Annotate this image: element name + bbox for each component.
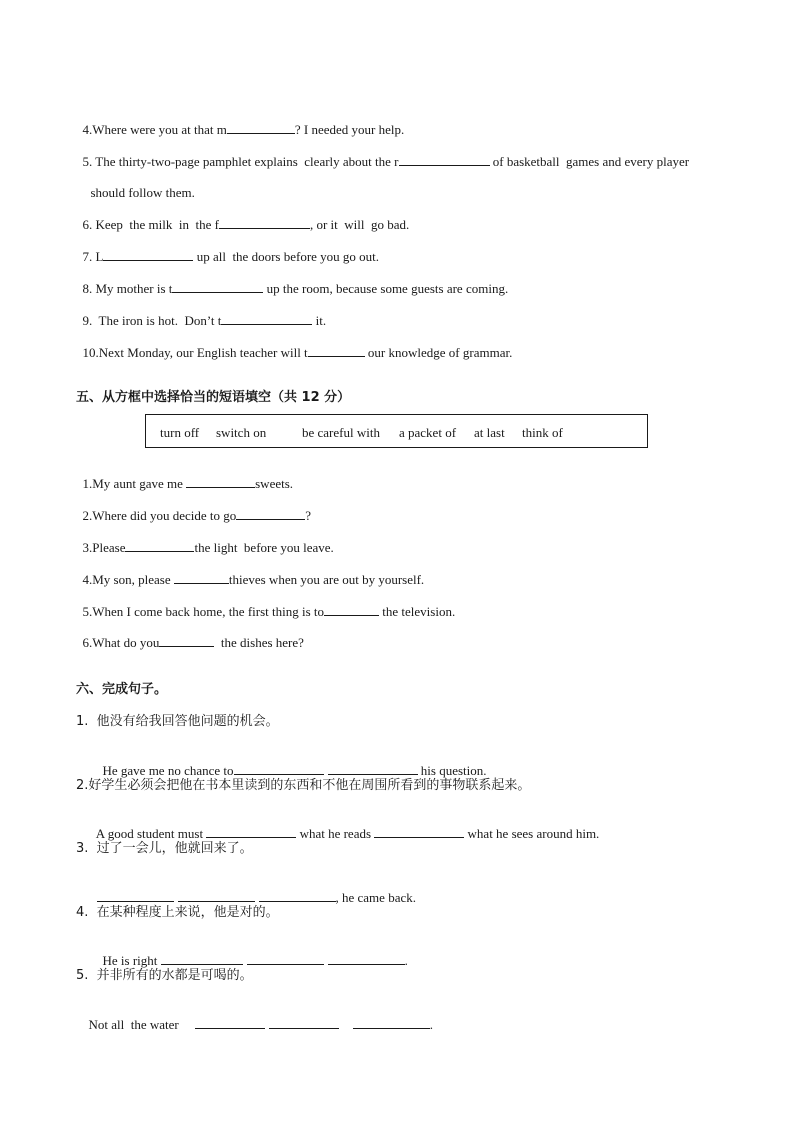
- answer-blank[interactable]: [259, 889, 336, 902]
- item-text: should follow them.: [90, 185, 195, 200]
- item-text: 8. My mother is t: [82, 281, 173, 296]
- s5-item-4: [76, 555, 424, 588]
- phrase-box: [145, 414, 648, 448]
- s6-q3-english: [90, 873, 416, 906]
- answer-blank[interactable]: [328, 952, 405, 965]
- section-5-title: 五、从方框中选择恰当的短语填空（共 12 分）: [76, 390, 351, 405]
- s4-item-8: [76, 264, 508, 297]
- s6-q5-english: [82, 1000, 433, 1033]
- s6-q3-chinese: 3. 过了一会儿，他就回来了。: [76, 841, 253, 856]
- item-text: what he sees around him.: [464, 826, 600, 841]
- phrase-option: a packet of: [399, 425, 457, 440]
- item-text: 6. Keep the milk in the f: [82, 217, 219, 232]
- answer-blank[interactable]: [159, 634, 214, 647]
- phrase-option: switch on: [216, 425, 267, 440]
- item-text: up the room, because some guests are coming.: [263, 281, 509, 296]
- item-text: 1.My aunt gave me: [82, 476, 187, 491]
- answer-blank[interactable]: [125, 539, 194, 552]
- answer-blank[interactable]: [186, 475, 255, 488]
- item-text: .: [429, 1017, 433, 1032]
- item-text: ?: [305, 508, 312, 523]
- item-text: .: [404, 953, 408, 968]
- item-text: , he came back.: [335, 890, 416, 905]
- item-text: up all the doors before you go out.: [193, 249, 380, 264]
- item-text: He gave me no chance to: [102, 763, 234, 778]
- answer-blank[interactable]: [234, 762, 324, 775]
- s5-item-1: [76, 459, 293, 492]
- item-text: 7. L: [82, 249, 104, 264]
- answer-blank[interactable]: [374, 825, 464, 838]
- s6-q1-english: [96, 746, 487, 779]
- item-text: 4.Where were you at that m: [82, 122, 227, 137]
- phrase-option: think of: [522, 425, 563, 440]
- phrase-option: at last: [474, 425, 505, 440]
- answer-blank[interactable]: [178, 889, 255, 902]
- item-text: the dishes here?: [214, 635, 304, 650]
- s4-item-5: [76, 137, 689, 170]
- item-text: 2.Where did you decide to go: [82, 508, 237, 523]
- answer-blank[interactable]: [399, 153, 490, 166]
- item-text: of basketball games and every player: [489, 154, 690, 169]
- item-text: thieves when you are out by yourself.: [228, 572, 425, 587]
- phrase-option: be careful with: [302, 425, 380, 440]
- answer-blank[interactable]: [103, 248, 193, 261]
- answer-blank[interactable]: [328, 762, 418, 775]
- s5-item-6: [76, 618, 304, 651]
- s4-item-5-cont: [84, 169, 195, 201]
- s5-item-2: [76, 491, 311, 524]
- s5-item-5: [76, 587, 455, 620]
- answer-blank[interactable]: [174, 571, 229, 584]
- s6-q1-chinese: 1. 他没有给我回答他问题的机会。: [76, 714, 279, 729]
- item-text: A good student must: [95, 826, 207, 841]
- s4-item-4: [76, 105, 404, 138]
- s5-item-3: [76, 523, 334, 556]
- s4-item-6: [76, 200, 409, 233]
- item-text: sweets.: [255, 476, 294, 491]
- s4-item-10: [76, 328, 512, 361]
- item-text: 6.What do you: [82, 635, 160, 650]
- item-text: , or it will go bad.: [309, 217, 410, 232]
- answer-blank[interactable]: [97, 889, 174, 902]
- answer-blank[interactable]: [221, 312, 312, 325]
- section-6-title: 六、完成句子。: [76, 682, 168, 697]
- s4-item-9: [76, 296, 326, 329]
- s4-item-7: [76, 232, 379, 265]
- item-text: 3.Please: [82, 540, 126, 555]
- s6-q2-english: [90, 809, 599, 842]
- item-text: 10.Next Monday, our English teacher will t: [82, 345, 308, 360]
- item-text: the television.: [379, 604, 456, 619]
- item-text: Not all the water: [88, 1017, 179, 1032]
- answer-blank[interactable]: [236, 507, 305, 520]
- item-text: our knowledge of grammar.: [364, 345, 513, 360]
- answer-blank[interactable]: [195, 1016, 265, 1029]
- item-text: what he reads: [296, 826, 375, 841]
- item-text: 5. The thirty-two-page pamphlet explains clearly about the r: [82, 154, 399, 169]
- answer-blank[interactable]: [324, 603, 379, 616]
- answer-blank[interactable]: [269, 1016, 339, 1029]
- answer-blank[interactable]: [227, 121, 295, 134]
- item-text: the light before you leave.: [194, 540, 334, 555]
- answer-blank[interactable]: [172, 280, 263, 293]
- s6-q2-chinese: 2.好学生必须会把他在书本里读到的东西和不他在周围所看到的事物联系起来。: [76, 778, 531, 793]
- s6-q5-chinese: 5. 并非所有的水都是可喝的。: [76, 968, 253, 983]
- item-text: it.: [312, 313, 327, 328]
- answer-blank[interactable]: [206, 825, 296, 838]
- answer-blank[interactable]: [219, 216, 310, 229]
- s6-q4-chinese: 4. 在某种程度上来说，他是对的。: [76, 905, 279, 920]
- item-text: 4.My son, please: [82, 572, 174, 587]
- item-text: 9. The iron is hot. Don’t t: [82, 313, 222, 328]
- item-text: ? I needed your help.: [294, 122, 405, 137]
- phrase-option: turn off: [160, 425, 200, 440]
- answer-blank[interactable]: [353, 1016, 430, 1029]
- answer-blank[interactable]: [308, 344, 365, 357]
- item-text: He is right: [102, 953, 161, 968]
- answer-blank[interactable]: [161, 952, 243, 965]
- answer-blank[interactable]: [247, 952, 324, 965]
- item-text: his question.: [417, 763, 487, 778]
- s6-q4-english: [96, 936, 408, 969]
- item-text: 5.When I come back home, the first thing is to: [82, 604, 325, 619]
